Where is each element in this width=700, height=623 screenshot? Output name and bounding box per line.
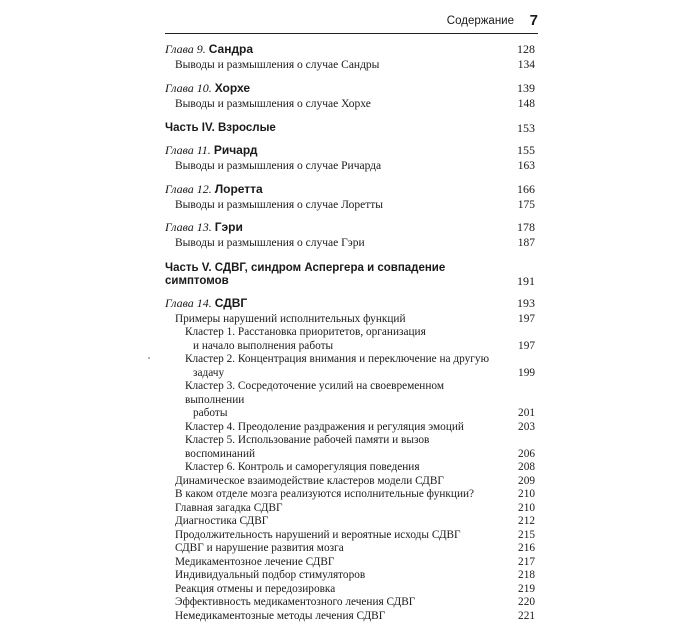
chapter-title: СДВГ — [215, 296, 248, 310]
entry-title: Выводы и размышления о случае Гэри — [175, 237, 535, 251]
toc-section — [165, 583, 535, 597]
entry-title: Кластер 1. Расстановка приоритетов, организация — [185, 326, 426, 338]
page-number: 209 — [518, 475, 535, 489]
running-header-page-number: 7 — [530, 12, 538, 29]
page-number: 139 — [517, 82, 535, 95]
page-number: 197 — [518, 313, 535, 327]
entry-title: Примеры нарушений исполнительных функций — [175, 313, 535, 327]
toc-cluster-6 — [165, 461, 535, 475]
toc-section — [165, 542, 535, 556]
page-number: 148 — [518, 98, 535, 112]
header-rule — [165, 33, 538, 34]
toc-chapter-9 — [165, 43, 535, 56]
entry-title: Главная загадка СДВГ — [175, 502, 535, 516]
running-header-section: Содержание — [447, 15, 514, 27]
scan-speck — [148, 357, 150, 359]
chapter-label: Глава 14. — [165, 296, 212, 310]
entry-title: Кластер 4. Преодоление раздражения и регуляция эмоций — [185, 421, 535, 435]
chapter-label: Глава 12. — [165, 182, 212, 196]
chapter-title: Ричард — [214, 143, 258, 157]
running-header — [165, 14, 538, 30]
page-number: 134 — [518, 59, 535, 73]
page-number: 178 — [517, 221, 535, 234]
page-number: 218 — [518, 569, 535, 583]
entry-title-continued: и начало выполнения работы — [185, 340, 497, 354]
toc-section — [165, 475, 535, 489]
page-number: 128 — [517, 43, 535, 56]
entry-title: Кластер 5. Использование рабочей памяти и вызов воспоминаний — [185, 434, 535, 461]
chapter-label: Глава 11. — [165, 143, 211, 157]
toc-section — [165, 488, 535, 502]
chapter-label: Глава 13. — [165, 220, 212, 234]
entry-title-continued: работы — [185, 407, 497, 421]
page-number: 210 — [518, 502, 535, 516]
page-number: 175 — [518, 199, 535, 213]
page-number: 193 — [517, 297, 535, 310]
chapter-title: Лоретта — [215, 182, 263, 196]
part-title: Часть IV. Взрослые — [165, 122, 535, 135]
toc-chapter-9-conclusions — [165, 59, 535, 73]
toc-cluster-5 — [165, 434, 535, 461]
toc-section — [165, 502, 535, 516]
page-number: 221 — [518, 610, 535, 623]
toc-cluster-3 — [165, 380, 535, 421]
toc-part-4 — [165, 122, 535, 135]
entry-title: Кластер 3. Сосредоточение усилий на своевременном выполнении — [185, 380, 444, 406]
page-number: 220 — [518, 596, 535, 610]
entry-title: Индивидуальный подбор стимуляторов — [175, 569, 535, 583]
page-number: 210 — [518, 488, 535, 502]
entry-title: Выводы и размышления о случае Хорхе — [175, 98, 535, 112]
toc-cluster-1 — [165, 326, 535, 353]
entry-title: Диагностика СДВГ — [175, 515, 535, 529]
toc-chapter-10-conclusions — [165, 98, 535, 112]
entry-title: Динамическое взаимодействие кластеров модели СДВГ — [175, 475, 535, 489]
entry-title-continued: задачу — [185, 367, 497, 381]
entry-title: Кластер 6. Контроль и саморегуляция поведения — [185, 461, 535, 475]
page-number: 219 — [518, 583, 535, 597]
part-title: Часть V. СДВГ, синдром Аспергера и совпадение симптомов — [165, 262, 535, 288]
toc-section — [165, 610, 535, 623]
page-number: 208 — [518, 461, 535, 475]
entry-title: Кластер 2. Концентрация внимания и переключение на другую — [185, 353, 489, 365]
page-number: 216 — [518, 542, 535, 556]
toc-chapter-12 — [165, 183, 535, 196]
page-number: 163 — [518, 160, 535, 174]
entry-title: Немедикаментозные методы лечения СДВГ — [175, 610, 535, 623]
page-number: 197 — [518, 340, 535, 354]
page-number: 153 — [517, 122, 535, 135]
entry-title: В каком отделе мозга реализуются исполнительные функции? — [175, 488, 535, 502]
entry-title: Эффективность медикаментозного лечения СДВГ — [175, 596, 535, 610]
page-number: 191 — [517, 275, 535, 288]
entry-title: СДВГ и нарушение развития мозга — [175, 542, 535, 556]
toc-cluster-2 — [165, 353, 535, 380]
toc-section — [165, 596, 535, 610]
toc-chapter-11-conclusions — [165, 160, 535, 174]
chapter-title: Хорхе — [215, 81, 250, 95]
page-number: 166 — [517, 183, 535, 196]
page-number: 155 — [517, 144, 535, 157]
page-number: 187 — [518, 237, 535, 251]
page-number: 206 — [518, 448, 535, 462]
toc-section — [165, 556, 535, 570]
toc-chapter-13-conclusions — [165, 237, 535, 251]
entry-title: Выводы и размышления о случае Сандры — [175, 59, 535, 73]
page-number: 203 — [518, 421, 535, 435]
toc-section — [165, 515, 535, 529]
toc-chapter-12-conclusions — [165, 199, 535, 213]
page-number: 215 — [518, 529, 535, 543]
table-of-contents — [165, 43, 535, 623]
chapter-title: Гэри — [215, 220, 243, 234]
page-number: 201 — [518, 407, 535, 421]
chapter-label: Глава 10. — [165, 81, 212, 95]
chapter-title: Сандра — [209, 42, 253, 56]
toc-cluster-4 — [165, 421, 535, 435]
toc-chapter-11 — [165, 144, 535, 157]
toc-chapter-14 — [165, 297, 535, 310]
entry-title: Продолжительность нарушений и вероятные исходы СДВГ — [175, 529, 535, 543]
page-number: 217 — [518, 556, 535, 570]
toc-chapter-13 — [165, 221, 535, 234]
entry-title: Выводы и размышления о случае Лоретты — [175, 199, 535, 213]
page-number: 199 — [518, 367, 535, 381]
toc-part-5 — [165, 262, 535, 288]
chapter-label: Глава 9. — [165, 42, 206, 56]
page-number: 212 — [518, 515, 535, 529]
toc-section — [165, 569, 535, 583]
toc-section — [165, 313, 535, 327]
entry-title: Медикаментозное лечение СДВГ — [175, 556, 535, 570]
entry-title: Выводы и размышления о случае Ричарда — [175, 160, 535, 174]
toc-section — [165, 529, 535, 543]
entry-title: Реакция отмены и передозировка — [175, 583, 535, 597]
toc-chapter-10 — [165, 82, 535, 95]
